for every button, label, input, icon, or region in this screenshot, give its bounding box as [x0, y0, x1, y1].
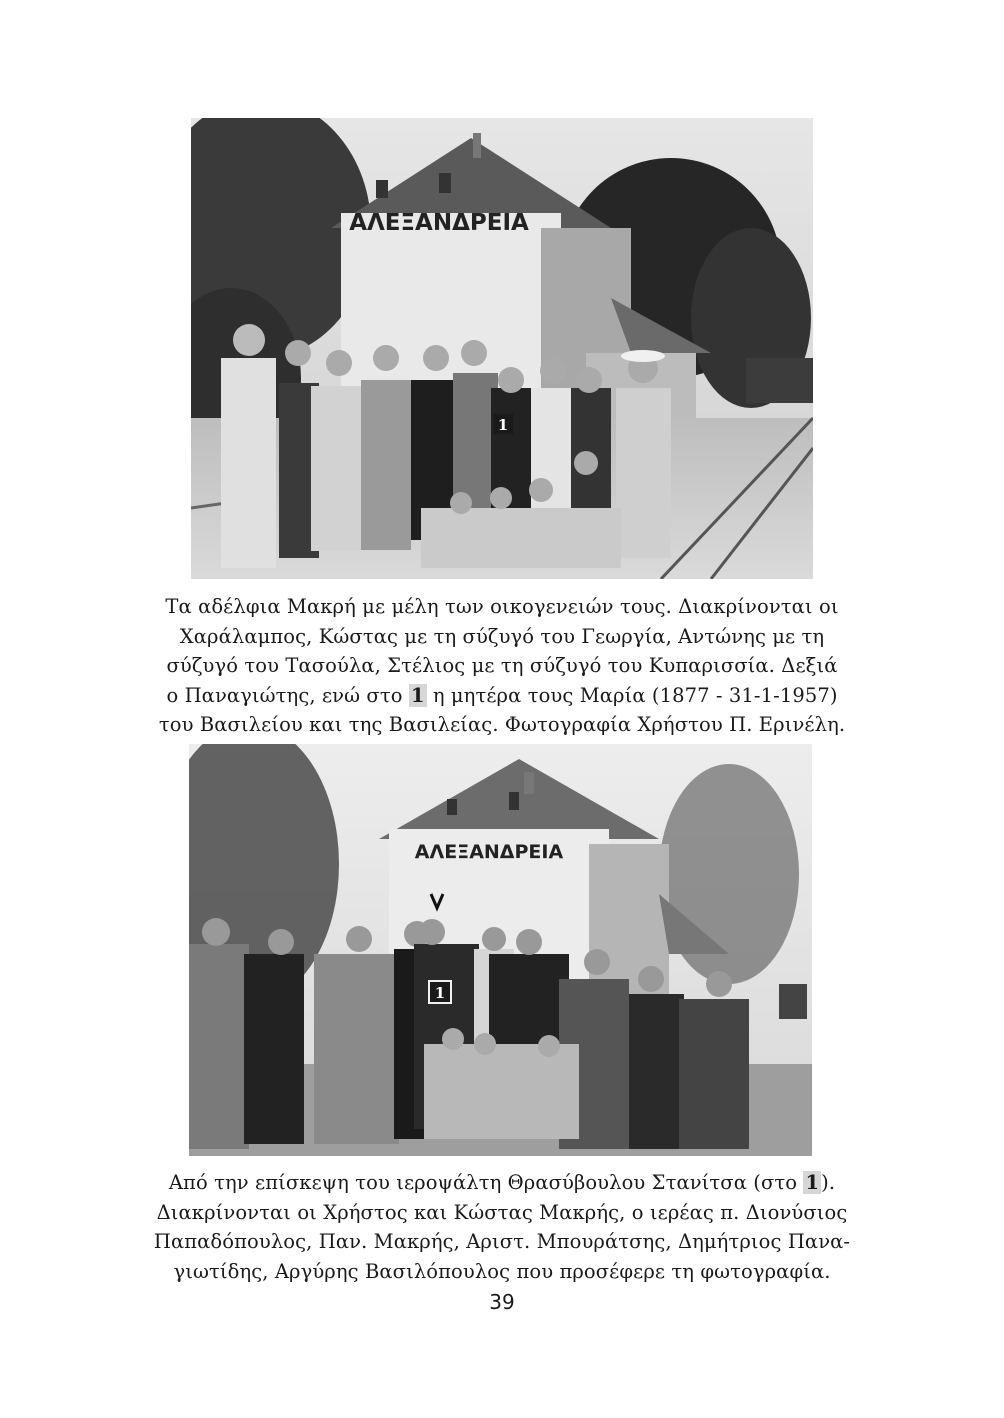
caption-2-line-1-start: Από την επίσκεψη του ιεροψάλτη Θρασύβουλου Στανίτσα (στο	[168, 1171, 804, 1194]
photo-1-marker: 1	[497, 416, 509, 434]
photo-family-at-station	[191, 118, 813, 579]
photo-2-marker: 1	[434, 984, 446, 1002]
caption-1-line-2: Χαράλαμπος, Κώστας με τη σύζυγό του Γεωργία, Αντώνης με τη	[179, 624, 825, 648]
caption-2-line-4: γιωτίδης, Αργύρης Βασιλόπουλος που προσέφερε τη φωτογραφία.	[173, 1259, 831, 1283]
caption-2-marker: 1	[805, 1171, 820, 1194]
caption-photo-1	[120, 592, 884, 740]
caption-1-line-3: σύζυγό του Τασούλα, Στέλιος με τη σύζυγό του Κυπαρισσία. Δεξιά	[166, 654, 838, 677]
photo-1-station-sign: ΑΛΕΞΑΝΔΡΕΙΑ	[349, 210, 529, 236]
caption-2-line-2: Διακρίνονται οι Χρήστος και Κώστας Μακρής, ο ιερέας π. Διονύσιος	[156, 1200, 848, 1224]
photo-2-illustration	[189, 744, 812, 1156]
caption-1-line-4-end: η μητέρα τους Μαρία (1877 - 31-1-1957)	[426, 683, 838, 707]
caption-2-line-1	[120, 1168, 884, 1198]
caption-photo-2	[120, 1168, 884, 1286]
photo-2-station-sign: ΑΛΕΞΑΝΔΡΕΙΑ	[414, 841, 564, 863]
caption-1-line-1: Τα αδέλφια Μακρή με μέλη των οικογενειών τους. Διακρίνονται οι	[165, 595, 839, 618]
caption-2-line-3: Παπαδόπουλος, Παν. Μακρής, Αριστ. Μπουράτσης, Δημήτριος Πανα-	[153, 1230, 851, 1253]
page-number: 39	[489, 1290, 515, 1314]
caption-2-line-1-end: ).	[821, 1171, 836, 1194]
caption-1-line-4	[120, 681, 884, 711]
photo-visit-at-station	[189, 744, 812, 1156]
photo-1-illustration	[191, 118, 813, 579]
caption-1-line-5: του Βασιλείου και της Βασιλείας. Φωτογραφία Χρήστου Π. Ερινέλη.	[158, 713, 846, 736]
caption-1-line-4-start: ο Παναγιώτης, ενώ στο	[166, 683, 409, 707]
caption-1-marker: 1	[410, 683, 425, 707]
